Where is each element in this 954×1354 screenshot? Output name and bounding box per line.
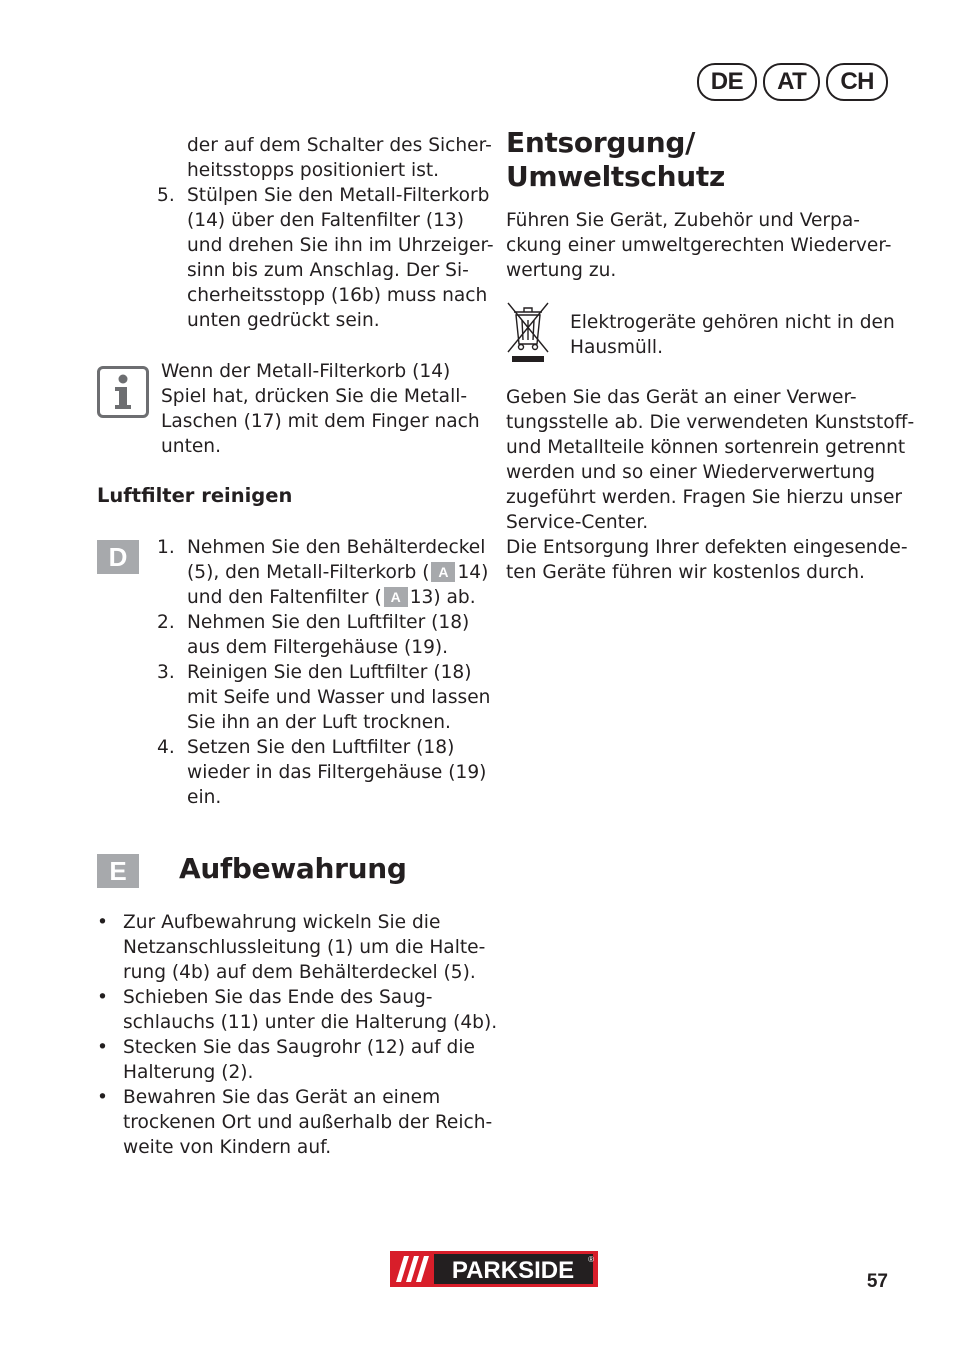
text-fragment: und den Faltenfilter ( (187, 587, 382, 608)
text-line: und drehen Sie ihn im Uhrzeiger- (187, 235, 494, 256)
text-line: Elektrogeräte gehören nicht in den (570, 312, 895, 333)
bullet-1 (97, 910, 497, 985)
text-line: Bewahren Sie das Gerät an einem (123, 1087, 441, 1108)
section-heading-aufbewahrung: Aufbewahrung (179, 852, 407, 885)
text-line: werden und so einer Wiederverwertung (506, 462, 876, 483)
text-line: Netzanschlussleitung (1) um die Halte- (123, 937, 486, 958)
text-fragment: (5), den Metall-Filterkorb ( (187, 562, 430, 583)
text-line: zugeführt werden. Fragen Sie hierzu unser (506, 487, 903, 508)
bullet-symbol: • (97, 1087, 108, 1108)
bullet-symbol: • (97, 912, 108, 933)
text-line: tungsstelle ab. Die verwendeten Kunststoff- (506, 412, 915, 433)
heading-line: Entsorgung/ (506, 126, 696, 159)
entsorgung-paragraph-1 (506, 208, 892, 283)
step-number: 4. (157, 737, 175, 758)
step-3 (157, 660, 497, 735)
info-note (161, 359, 480, 459)
step-4 (157, 735, 497, 810)
text-line: Die Entsorgung Ihrer defekten eingesende- (506, 537, 908, 558)
text-line: Geben Sie das Gerät an einer Verwer- (506, 387, 857, 408)
text-line: Nehmen Sie den Luftfilter (18) (187, 612, 470, 633)
step-1 (157, 535, 497, 610)
bullet-symbol: • (97, 1037, 108, 1058)
step-5 (157, 183, 494, 333)
bullet-3 (97, 1035, 497, 1085)
text-line: unten gedrückt sein. (187, 310, 380, 331)
text-line: weite von Kindern auf. (123, 1137, 332, 1158)
parkside-logo (390, 1251, 598, 1287)
text-line (187, 585, 497, 610)
text-line: schlauchs (11) unter die Halterung (4b). (123, 1012, 498, 1033)
figure-ref-badge: A (431, 562, 455, 582)
text-line: Service-Center. (506, 512, 649, 533)
text-line: Halterung (2). (123, 1062, 254, 1083)
page-number: 57 (866, 1271, 888, 1292)
bullet-4 (97, 1085, 497, 1160)
text-line: trockenen Ort und außerhalb der Reich- (123, 1112, 493, 1133)
weee-note (570, 310, 895, 360)
text-line: Setzen Sie den Luftfilter (18) (187, 737, 455, 758)
text-line: Nehmen Sie den Behälterdeckel (187, 537, 486, 558)
text-line: mit Seife und Wasser und lassen (187, 687, 491, 708)
bullet-2 (97, 985, 497, 1035)
text-line: Laschen (17) mit dem Finger nach (161, 411, 480, 432)
text-line: Spiel hat, drücken Sie die Metall- (161, 386, 468, 407)
language-badges (697, 63, 888, 101)
text-line: Schieben Sie das Ende des Saug- (123, 987, 433, 1008)
text-line: rung (4b) auf dem Behälterdeckel (5). (123, 962, 476, 983)
step-number: 2. (157, 612, 175, 633)
text-line: (14) über den Faltenfilter (13) (187, 210, 464, 231)
section-marker-e: E (97, 854, 139, 888)
text-line: Reinigen Sie den Luftfilter (18) (187, 662, 472, 683)
text-line: Stecken Sie das Saugrohr (12) auf die (123, 1037, 475, 1058)
text-line: der auf dem Schalter des Sicher- (187, 135, 492, 156)
text-line: Zur Aufbewahrung wickeln Sie die (123, 912, 441, 933)
section-marker-d: D (97, 540, 139, 574)
text-line: wertung zu. (506, 260, 617, 281)
text-line: wieder in das Filtergehäuse (19) (187, 762, 487, 783)
text-line: Wenn der Metall-Filterkorb (14) (161, 361, 451, 382)
text-line: ckung einer umweltgerechten Wiederver- (506, 235, 892, 256)
text-line: Führen Sie Gerät, Zubehör und Verpa- (506, 210, 860, 231)
crossed-out-bin-icon (505, 300, 551, 366)
registered-mark: ® (588, 1255, 594, 1264)
info-icon (97, 366, 149, 418)
text-line: unten. (161, 436, 221, 457)
bullet-symbol: • (97, 987, 108, 1008)
intro-continuation (187, 133, 492, 183)
lang-badge-ch: CH (826, 63, 888, 101)
step-number: 1. (157, 537, 175, 558)
step-2 (157, 610, 497, 660)
heading-line: Umweltschutz (506, 160, 725, 193)
figure-ref-badge: A (384, 587, 408, 607)
text-line: ein. (187, 787, 222, 808)
text-line: cherheitsstopp (16b) muss nach (187, 285, 488, 306)
lang-badge-de: DE (697, 63, 757, 101)
section-heading-luftfilter: Luftfilter reinigen (97, 484, 293, 507)
lang-badge-at: AT (763, 63, 820, 101)
text-line: ten Geräte führen wir kostenlos durch. (506, 562, 865, 583)
step-number: 5. (157, 185, 175, 206)
text-line: Hausmüll. (570, 337, 663, 358)
text-line: und Metallteile können sortenrein getrennt (506, 437, 906, 458)
entsorgung-paragraph-2 (506, 385, 914, 585)
text-line: aus dem Filtergehäuse (19). (187, 637, 449, 658)
text-line (187, 560, 497, 585)
text-fragment: 13) ab. (409, 587, 476, 608)
text-fragment: 14) (457, 562, 489, 583)
brand-name: PARKSIDE (451, 1257, 575, 1284)
section-heading-entsorgung (506, 126, 725, 194)
text-line: heitsstopps positioniert ist. (187, 160, 440, 181)
text-line: Sie ihn an der Luft trocknen. (187, 712, 451, 733)
text-line: sinn bis zum Anschlag. Der Si- (187, 260, 469, 281)
text-line: Stülpen Sie den Metall-Filterkorb (187, 185, 490, 206)
step-number: 3. (157, 662, 175, 683)
